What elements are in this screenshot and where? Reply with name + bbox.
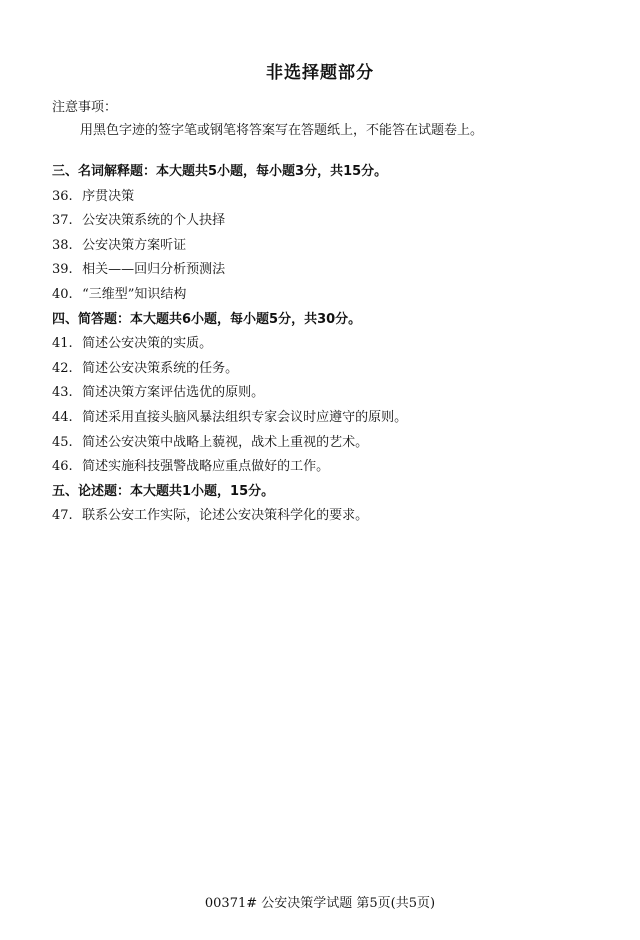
question-number: 38. bbox=[52, 237, 73, 253]
question-text: 公安决策系统的个人抉择 bbox=[82, 213, 226, 229]
question-number: 39. bbox=[52, 262, 73, 278]
question-item bbox=[52, 185, 612, 210]
question-number: 37. bbox=[52, 213, 73, 229]
notes-body: 用黑色字迹的签字笔或钢笔将答案写在答题纸上，不能答在试题卷上。 bbox=[80, 123, 484, 138]
question-text: 序贯决策 bbox=[82, 188, 135, 204]
question-item bbox=[52, 381, 612, 406]
page-footer: 00371# 公安决策学试题 第5页(共5页) bbox=[204, 896, 436, 911]
notes-heading: 注意事项： bbox=[52, 100, 118, 115]
question-text: 简述公安决策系统的任务。 bbox=[82, 360, 239, 376]
question-item bbox=[52, 234, 612, 259]
notes-block bbox=[52, 100, 612, 140]
section-heading-short-answer: 四、简答题：本大题共6小题，每小题5分，共30分。 bbox=[52, 311, 362, 327]
question-number: 45. bbox=[52, 434, 73, 450]
question-item bbox=[52, 209, 612, 234]
question-number: 42. bbox=[52, 360, 73, 376]
section-heading-noun-explanation: 三、名词解释题：本大题共5小题，每小题3分，共15分。 bbox=[52, 164, 388, 179]
question-item bbox=[52, 455, 612, 480]
question-item bbox=[52, 357, 612, 382]
question-number: 47. bbox=[52, 508, 73, 524]
question-item bbox=[52, 406, 612, 431]
question-text: 简述决策方案评估选优的原则。 bbox=[82, 385, 265, 401]
question-text: 简述公安决策中战略上藐视，战术上重视的艺术。 bbox=[82, 434, 369, 450]
question-item bbox=[52, 283, 612, 308]
section-heading-essay: 五、论述题：本大题共1小题，15分。 bbox=[52, 483, 275, 499]
question-text: 相关——回归分析预测法 bbox=[82, 262, 226, 278]
question-number: 46. bbox=[52, 459, 73, 475]
question-text: 简述采用直接头脑风暴法组织专家会议时应遵守的原则。 bbox=[82, 409, 408, 425]
question-text: 简述实施科技强警战略应重点做好的工作。 bbox=[82, 459, 330, 475]
question-number: 44. bbox=[52, 409, 73, 425]
page-title: 非选择题部分 bbox=[266, 63, 374, 83]
question-text: 公安决策方案听证 bbox=[82, 237, 187, 253]
question-item bbox=[52, 504, 612, 529]
question-text: 联系公安工作实际，论述公安决策科学化的要求。 bbox=[82, 508, 369, 524]
question-number: 40. bbox=[52, 286, 73, 302]
question-number: 43. bbox=[52, 385, 73, 401]
question-item bbox=[52, 431, 612, 456]
question-text: “三维型”知识结构 bbox=[82, 286, 187, 302]
question-number: 41. bbox=[52, 336, 73, 352]
question-item bbox=[52, 332, 612, 357]
question-item bbox=[52, 258, 612, 283]
question-number: 36. bbox=[52, 188, 73, 204]
question-text: 简述公安决策的实质。 bbox=[82, 336, 213, 352]
questions-list bbox=[52, 160, 612, 529]
